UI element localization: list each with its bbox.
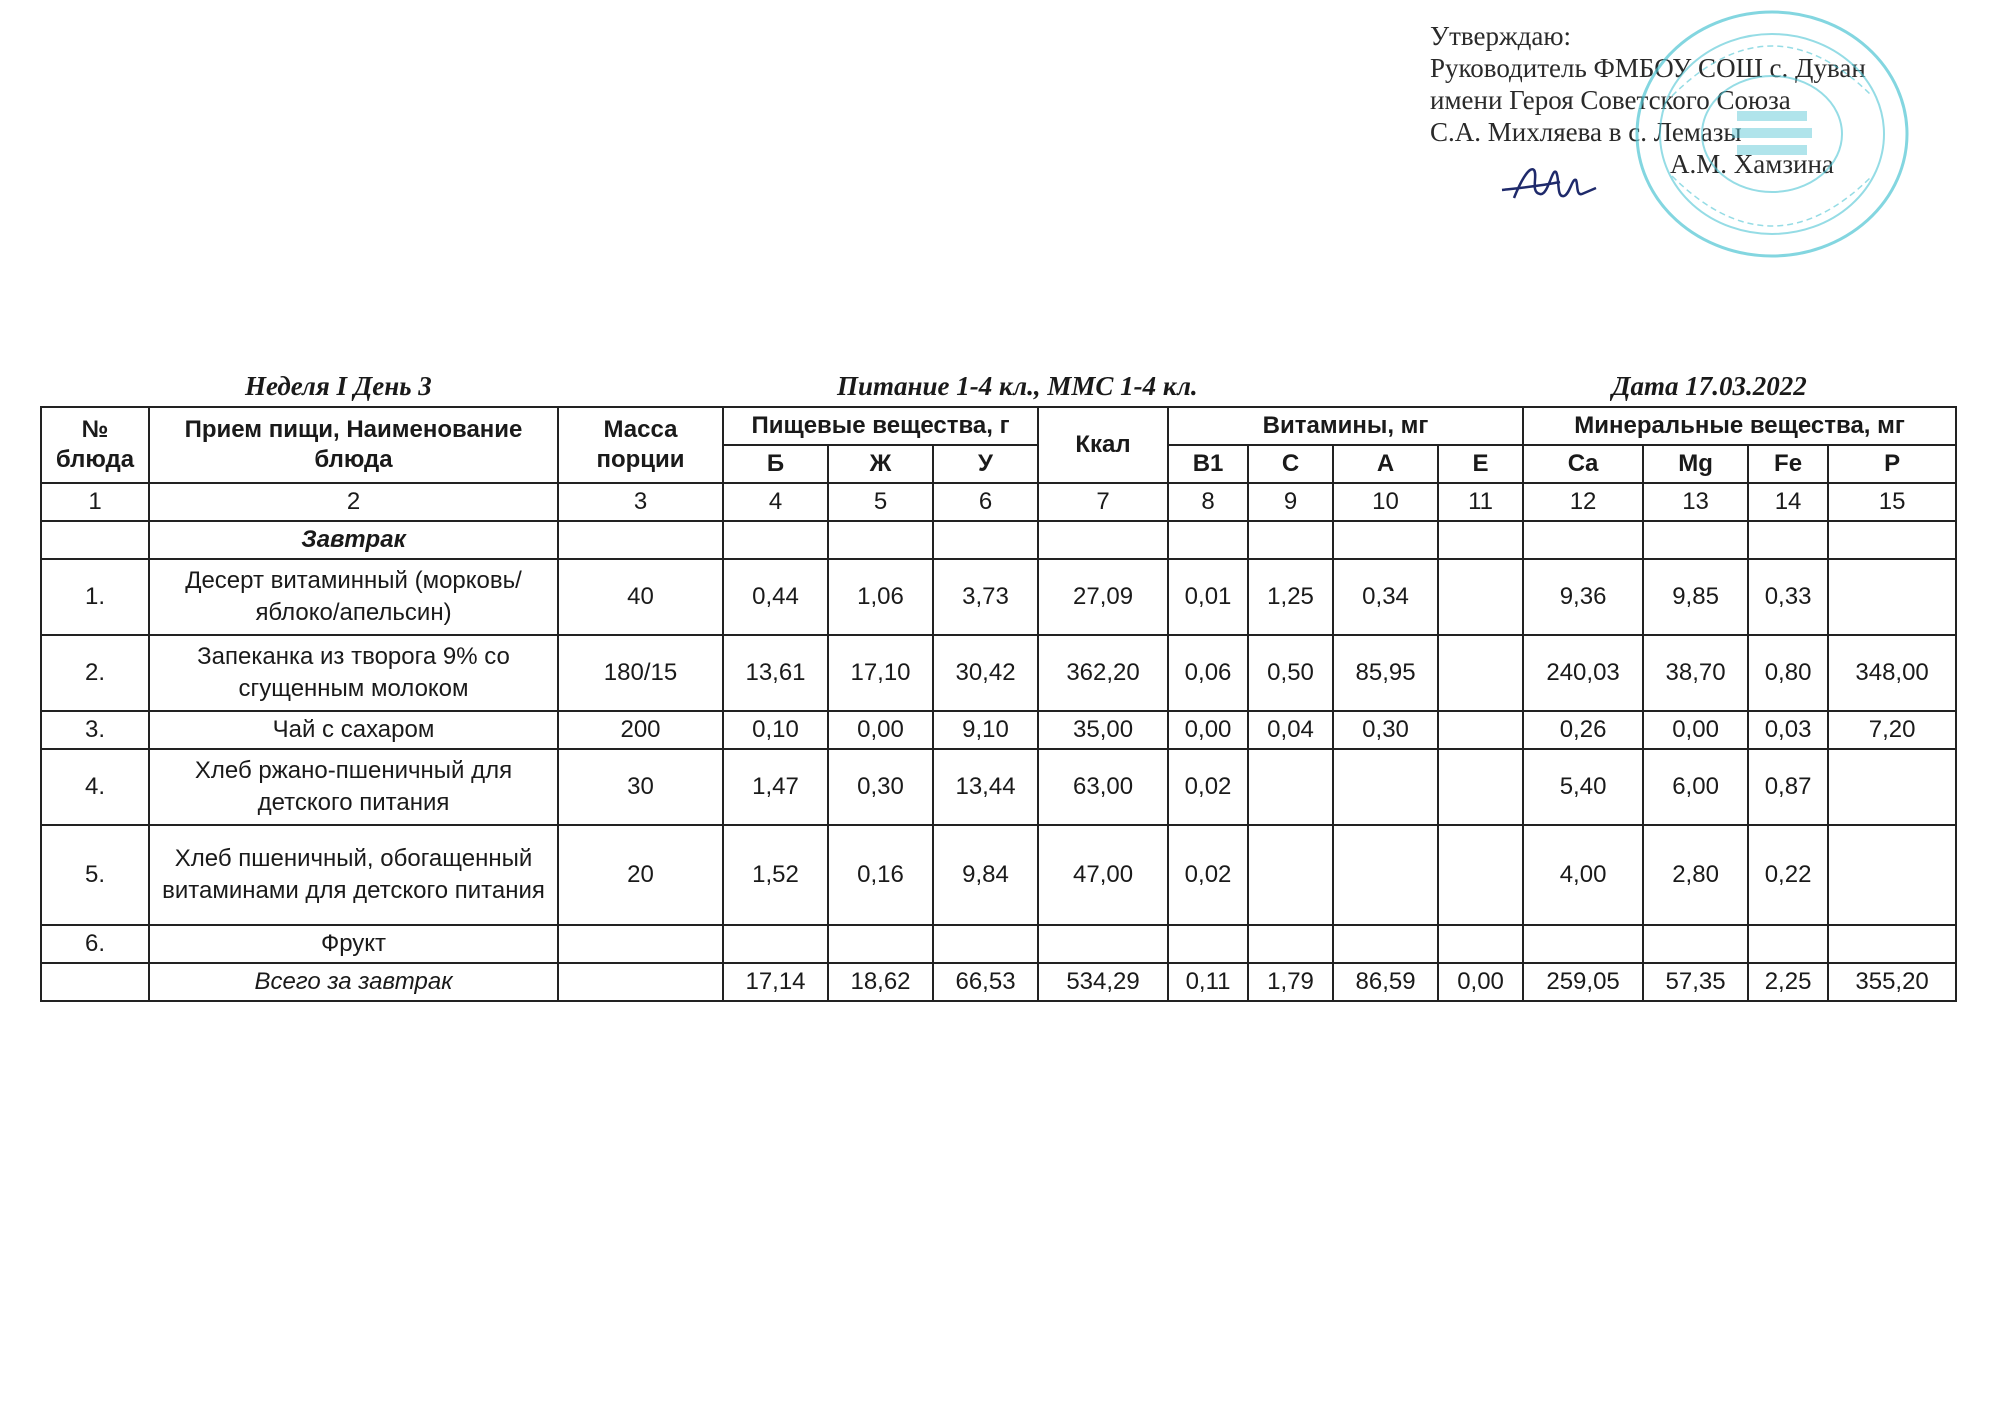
dish-name: Фрукт [149, 925, 558, 963]
cell-fe [1748, 925, 1828, 963]
dish-name: Хлеб ржано-пшеничный для детского питания [149, 749, 558, 825]
table-row [41, 925, 1956, 963]
total-u: 66,53 [933, 963, 1038, 1001]
header-a: А [1333, 445, 1438, 483]
table-cell [1643, 521, 1748, 559]
total-mg: 57,35 [1643, 963, 1748, 1001]
column-number: 3 [558, 483, 723, 521]
dish-num: 2. [41, 635, 149, 711]
nutrition-label: Питание 1-4 кл., ММС 1-4 кл. [837, 371, 1198, 401]
header-c: С [1248, 445, 1333, 483]
cell-zh [828, 925, 933, 963]
total-b: 17,14 [723, 963, 828, 1001]
header-kcal: Ккал [1038, 407, 1168, 483]
column-number: 13 [1643, 483, 1748, 521]
cell-fe: 0,03 [1748, 711, 1828, 749]
cell-ca: 4,00 [1523, 825, 1643, 925]
cell-a [1333, 925, 1438, 963]
header-minerals: Минеральные вещества, мг [1523, 407, 1956, 445]
cell-e [1438, 635, 1523, 711]
approval-school-name: имени Героя Советского Союза [1430, 85, 1791, 115]
cell-u [933, 925, 1038, 963]
cell-p [1828, 559, 1956, 635]
cell-kcal: 47,00 [1038, 825, 1168, 925]
approval-title: Утверждаю: [1430, 21, 1572, 51]
column-number: 10 [1333, 483, 1438, 521]
total-zh: 18,62 [828, 963, 933, 1001]
approval-signer: А.М. Хамзина [1670, 149, 1834, 179]
approval-school-place: С.А. Михляева в с. Лемазы [1430, 117, 1742, 147]
column-number: 14 [1748, 483, 1828, 521]
table-cell [558, 521, 723, 559]
cell-b1: 0,02 [1168, 749, 1248, 825]
column-number: 15 [1828, 483, 1956, 521]
cell-zh: 1,06 [828, 559, 933, 635]
cell-u: 3,73 [933, 559, 1038, 635]
cell-mg: 0,00 [1643, 711, 1748, 749]
cell-zh: 0,30 [828, 749, 933, 825]
dish-name: Десерт витаминный (морковь/яблоко/апельсин) [149, 559, 558, 635]
header-vitamins: Витамины, мг [1168, 407, 1523, 445]
menu-table [40, 406, 1957, 1002]
cell-ca: 5,40 [1523, 749, 1643, 825]
table-cell [41, 963, 149, 1001]
column-number: 8 [1168, 483, 1248, 521]
section-row [41, 521, 1956, 559]
dish-mass: 180/15 [558, 635, 723, 711]
cell-p [1828, 925, 1956, 963]
cell-fe: 0,33 [1748, 559, 1828, 635]
column-number: 12 [1523, 483, 1643, 521]
date-label: Дата 17.03.2022 [1612, 371, 1807, 401]
total-label: Всего за завтрак [149, 963, 558, 1001]
cell-u: 9,84 [933, 825, 1038, 925]
cell-kcal: 35,00 [1038, 711, 1168, 749]
column-number: 1 [41, 483, 149, 521]
cell-mg: 9,85 [1643, 559, 1748, 635]
cell-c [1248, 749, 1333, 825]
cell-kcal: 362,20 [1038, 635, 1168, 711]
header-mg: Mg [1643, 445, 1748, 483]
signature-icon [1500, 158, 1610, 208]
table-cell [558, 963, 723, 1001]
header-ca: Ca [1523, 445, 1643, 483]
header-u: У [933, 445, 1038, 483]
total-p: 355,20 [1828, 963, 1956, 1001]
dish-num: 6. [41, 925, 149, 963]
cell-ca [1523, 925, 1643, 963]
header-num: № блюда [41, 407, 149, 483]
header-p: P [1828, 445, 1956, 483]
cell-p: 7,20 [1828, 711, 1956, 749]
dish-num: 4. [41, 749, 149, 825]
table-cell [1748, 521, 1828, 559]
cell-a [1333, 749, 1438, 825]
header-nutrients: Пищевые вещества, г [723, 407, 1038, 445]
total-a: 86,59 [1333, 963, 1438, 1001]
cell-e [1438, 825, 1523, 925]
cell-zh: 0,00 [828, 711, 933, 749]
column-number: 11 [1438, 483, 1523, 521]
cell-b: 0,10 [723, 711, 828, 749]
header-mass: Масса порции [558, 407, 723, 483]
cell-ca: 0,26 [1523, 711, 1643, 749]
cell-c: 0,50 [1248, 635, 1333, 711]
column-number: 5 [828, 483, 933, 521]
cell-ca: 9,36 [1523, 559, 1643, 635]
table-row [41, 559, 1956, 635]
dish-num: 5. [41, 825, 149, 925]
cell-mg [1643, 925, 1748, 963]
cell-fe: 0,22 [1748, 825, 1828, 925]
column-number: 6 [933, 483, 1038, 521]
cell-e [1438, 925, 1523, 963]
header-name: Прием пищи, Наименование блюда [149, 407, 558, 483]
column-number: 4 [723, 483, 828, 521]
header-fe: Fe [1748, 445, 1828, 483]
table-title-row [40, 371, 1955, 407]
cell-u: 9,10 [933, 711, 1038, 749]
cell-b: 1,47 [723, 749, 828, 825]
cell-mg: 6,00 [1643, 749, 1748, 825]
table-cell [828, 521, 933, 559]
cell-e [1438, 711, 1523, 749]
section-title: Завтрак [149, 521, 558, 559]
cell-b: 0,44 [723, 559, 828, 635]
column-number: 2 [149, 483, 558, 521]
cell-c [1248, 825, 1333, 925]
header-e: Е [1438, 445, 1523, 483]
header-row-1 [41, 407, 1956, 445]
header-zh: Ж [828, 445, 933, 483]
cell-p [1828, 825, 1956, 925]
cell-zh: 0,16 [828, 825, 933, 925]
column-number-row [41, 483, 1956, 521]
table-cell [1523, 521, 1643, 559]
header-b: Б [723, 445, 828, 483]
cell-e [1438, 749, 1523, 825]
cell-kcal: 63,00 [1038, 749, 1168, 825]
table-cell [1333, 521, 1438, 559]
cell-fe: 0,80 [1748, 635, 1828, 711]
table-cell [1438, 521, 1523, 559]
dish-name: Запеканка из творога 9% со сгущенным молоком [149, 635, 558, 711]
total-b1: 0,11 [1168, 963, 1248, 1001]
cell-mg: 2,80 [1643, 825, 1748, 925]
column-number: 7 [1038, 483, 1168, 521]
cell-a: 0,34 [1333, 559, 1438, 635]
cell-fe: 0,87 [1748, 749, 1828, 825]
table-cell [41, 521, 149, 559]
cell-c: 1,25 [1248, 559, 1333, 635]
cell-c [1248, 925, 1333, 963]
cell-zh: 17,10 [828, 635, 933, 711]
total-fe: 2,25 [1748, 963, 1828, 1001]
cell-e [1438, 559, 1523, 635]
cell-b1: 0,06 [1168, 635, 1248, 711]
cell-a: 0,30 [1333, 711, 1438, 749]
dish-name: Чай с сахаром [149, 711, 558, 749]
dish-mass: 30 [558, 749, 723, 825]
cell-c: 0,04 [1248, 711, 1333, 749]
cell-b: 1,52 [723, 825, 828, 925]
table-row [41, 749, 1956, 825]
column-number: 9 [1248, 483, 1333, 521]
total-kcal: 534,29 [1038, 963, 1168, 1001]
cell-u: 13,44 [933, 749, 1038, 825]
cell-kcal: 27,09 [1038, 559, 1168, 635]
cell-mg: 38,70 [1643, 635, 1748, 711]
cell-a [1333, 825, 1438, 925]
dish-mass: 200 [558, 711, 723, 749]
cell-kcal [1038, 925, 1168, 963]
table-row [41, 635, 1956, 711]
table-cell [1168, 521, 1248, 559]
total-row [41, 963, 1956, 1001]
cell-b1 [1168, 925, 1248, 963]
dish-num: 1. [41, 559, 149, 635]
table-row [41, 711, 1956, 749]
cell-b [723, 925, 828, 963]
stamp-icon [1632, 6, 1912, 261]
total-e: 0,00 [1438, 963, 1523, 1001]
cell-p: 348,00 [1828, 635, 1956, 711]
table-cell [1828, 521, 1956, 559]
approval-position: Руководитель ФМБОУ СОШ с. Дуван [1430, 53, 1866, 83]
cell-p [1828, 749, 1956, 825]
cell-u: 30,42 [933, 635, 1038, 711]
table-cell [933, 521, 1038, 559]
cell-a: 85,95 [1333, 635, 1438, 711]
table-cell [723, 521, 828, 559]
dish-name: Хлеб пшеничный, обогащенный витаминами для детского питания [149, 825, 558, 925]
header-b1: В1 [1168, 445, 1248, 483]
dish-mass: 20 [558, 825, 723, 925]
table-cell [1248, 521, 1333, 559]
dish-mass [558, 925, 723, 963]
cell-b1: 0,01 [1168, 559, 1248, 635]
week-day-label: Неделя I День 3 [245, 371, 432, 401]
dish-num: 3. [41, 711, 149, 749]
cell-b: 13,61 [723, 635, 828, 711]
table-row [41, 825, 1956, 925]
cell-b1: 0,02 [1168, 825, 1248, 925]
cell-b1: 0,00 [1168, 711, 1248, 749]
dish-mass: 40 [558, 559, 723, 635]
total-ca: 259,05 [1523, 963, 1643, 1001]
total-c: 1,79 [1248, 963, 1333, 1001]
table-cell [1038, 521, 1168, 559]
cell-ca: 240,03 [1523, 635, 1643, 711]
